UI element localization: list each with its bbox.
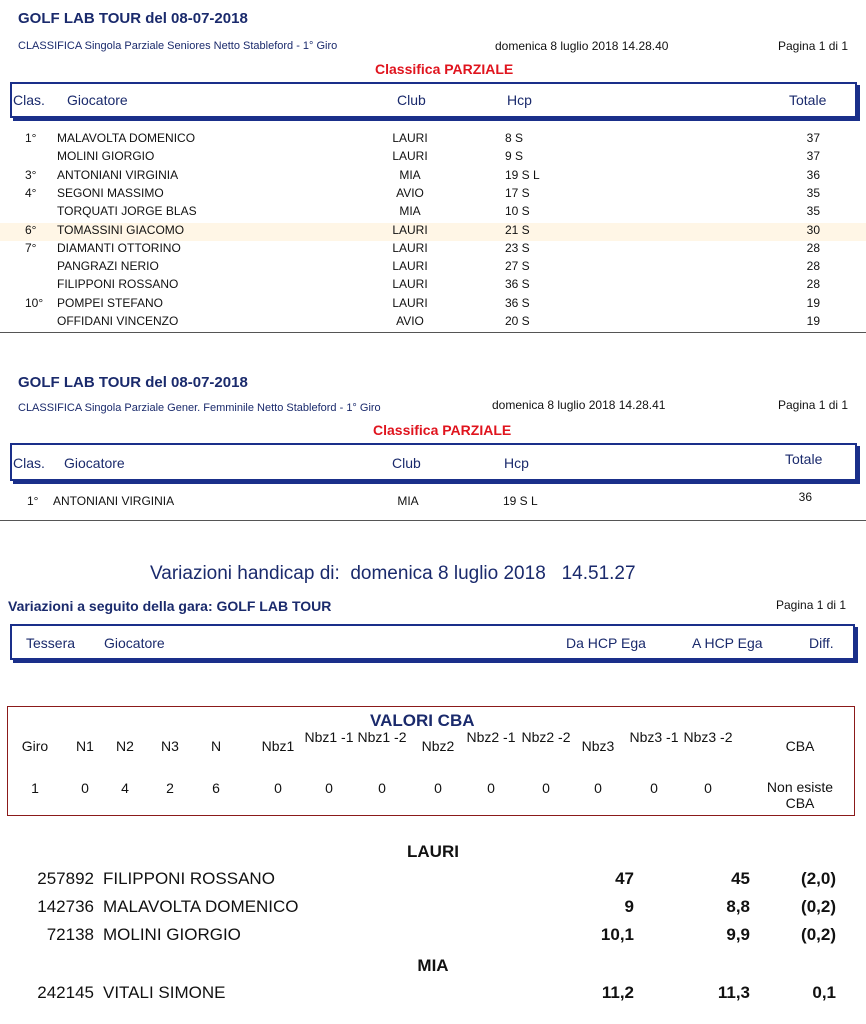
row-total: 30 xyxy=(806,222,820,237)
cba-header: N1 xyxy=(76,738,94,754)
table-row xyxy=(0,296,866,314)
hcp-diff: 0,1 xyxy=(812,983,836,1002)
cba-value: 6 xyxy=(212,780,220,796)
row-total: 35 xyxy=(806,204,820,219)
cba-value: 0 xyxy=(487,780,495,796)
row-hcp: 27 S xyxy=(505,259,530,274)
cba-value: 0 xyxy=(274,780,282,796)
cba-header: Giro xyxy=(21,738,49,754)
row-position: 1° xyxy=(27,494,39,508)
player-name: VITALI SIMONE xyxy=(103,983,226,1002)
table-row xyxy=(0,204,866,222)
row-position: 6° xyxy=(25,222,37,237)
row-hcp: 10 S xyxy=(505,204,530,219)
cba-header: Nbz1 xyxy=(261,738,295,754)
header-diff: Diff. xyxy=(809,635,834,651)
variations-header-box xyxy=(10,624,855,660)
table-row xyxy=(0,149,866,167)
cba-header: N xyxy=(210,738,222,754)
row-player: ANTONIANI VIRGINIA xyxy=(57,167,179,182)
row-position: 4° xyxy=(25,185,37,200)
table-row xyxy=(0,277,866,295)
table-row xyxy=(0,186,866,204)
hcp-diff: (0,2) xyxy=(801,897,836,916)
cba-value: 1 xyxy=(31,780,39,796)
to-hcp: 11,3 xyxy=(717,983,750,1002)
row-player: SEGONI MASSIMO xyxy=(57,185,164,200)
to-hcp: 45 xyxy=(731,869,750,888)
row-position: 10° xyxy=(25,295,44,310)
row-player: POMPEI STEFANO xyxy=(57,295,164,310)
row-club: MIA xyxy=(399,167,421,182)
row-total: 19 xyxy=(806,295,820,310)
list-item xyxy=(0,925,866,949)
variations-heading-date: domenica 8 luglio 2018 xyxy=(350,563,546,584)
to-hcp: 9,9 xyxy=(726,925,750,944)
row-club: AVIO xyxy=(396,314,424,328)
player-name: FILIPPONI ROSSANO xyxy=(103,869,275,888)
row-hcp: 9 S xyxy=(505,149,524,164)
from-hcp: 9 xyxy=(624,897,634,916)
row-player: MOLINI GIORGIO xyxy=(57,149,155,164)
row-hcp: 8 S xyxy=(505,131,524,145)
row-player: TOMASSINI GIACOMO xyxy=(57,222,185,237)
row-total: 36 xyxy=(798,490,812,504)
cba-value: 0 xyxy=(378,780,386,796)
club-name: LAURI xyxy=(407,842,459,861)
row-total: 28 xyxy=(806,277,820,292)
header-to-hcp: A HCP Ega xyxy=(692,635,763,651)
club-name: MIA xyxy=(417,956,449,975)
cba-value: 4 xyxy=(121,780,129,796)
row-club: LAURI xyxy=(392,222,428,237)
row-total: 35 xyxy=(806,185,820,200)
row-total: 37 xyxy=(806,131,820,145)
header-hcp: Hcp xyxy=(504,455,529,471)
list-item xyxy=(0,983,866,1007)
header-total: Totale xyxy=(785,451,823,467)
report2-subtitle: CLASSIFICA Singola Parziale Gener. Femminile Netto Stableford - 1° Giro xyxy=(18,402,381,414)
cba-value: 0 xyxy=(542,780,550,796)
header-player: Giocatore xyxy=(67,92,128,108)
to-hcp: 8,8 xyxy=(726,897,750,916)
player-name: MALAVOLTA DOMENICO xyxy=(103,897,299,916)
report2-title: GOLF LAB TOUR del 08-07-2018 xyxy=(18,374,248,391)
header-player: Giocatore xyxy=(104,635,165,651)
header-club: Club xyxy=(392,455,421,471)
row-player: TORQUATI JORGE BLAS xyxy=(57,204,197,219)
cba-header: Nbz1 -1 xyxy=(304,729,354,745)
header-club: Club xyxy=(397,92,426,108)
row-hcp: 20 S xyxy=(505,314,530,328)
cba-value: 0 xyxy=(594,780,602,796)
row-total: 36 xyxy=(806,167,820,182)
table-row xyxy=(0,490,866,512)
list-item xyxy=(0,897,866,921)
table-row xyxy=(0,168,866,186)
cba-value: 2 xyxy=(166,780,174,796)
row-club: AVIO xyxy=(396,185,424,200)
cba-value: 0 xyxy=(81,780,89,796)
table-row xyxy=(0,314,866,332)
variations-heading-time: 14.51.27 xyxy=(561,563,636,584)
cba-box xyxy=(7,706,855,816)
row-hcp: 36 S xyxy=(505,295,530,310)
row-player: OFFIDANI VINCENZO xyxy=(57,314,179,328)
header-from-hcp: Da HCP Ega xyxy=(566,635,646,651)
row-club: LAURI xyxy=(392,295,428,310)
header-clas: Clas. xyxy=(13,92,45,108)
row-hcp: 19 S L xyxy=(503,494,538,508)
cba-value: 0 xyxy=(650,780,658,796)
variations-page: Pagina 1 di 1 xyxy=(776,598,847,612)
report1-header-box xyxy=(10,82,857,118)
header-hcp: Hcp xyxy=(507,92,532,108)
row-position: 3° xyxy=(25,167,37,182)
cba-value: 0 xyxy=(325,780,333,796)
list-item xyxy=(0,869,866,893)
report1-title: GOLF LAB TOUR del 08-07-2018 xyxy=(18,10,248,27)
report1-subtitle: CLASSIFICA Singola Parziale Seniores Netto Stableford - 1° Giro xyxy=(18,40,338,52)
table-row xyxy=(0,131,866,149)
player-card: 142736 xyxy=(37,897,94,916)
row-club: LAURI xyxy=(392,131,428,145)
cba-header: Nbz1 -2 xyxy=(357,729,407,745)
cba-header: CBA xyxy=(785,738,815,754)
row-position: 7° xyxy=(25,240,37,255)
hcp-diff: (2,0) xyxy=(801,869,836,888)
cba-value: 0 xyxy=(434,780,442,796)
row-player: PANGRAZI NERIO xyxy=(57,259,159,274)
cba-value: 0 xyxy=(704,780,712,796)
from-hcp: 11,2 xyxy=(601,983,634,1002)
variations-subheading: Variazioni a seguito della gara: GOLF LAB TOUR xyxy=(8,598,332,614)
cba-value: Non esiste CBA xyxy=(766,779,834,811)
header-total: Totale xyxy=(789,92,827,108)
report2-datetime: domenica 8 luglio 2018 14.28.41 xyxy=(492,398,666,412)
row-hcp: 17 S xyxy=(505,185,530,200)
row-club: MIA xyxy=(397,494,419,508)
row-hcp: 23 S xyxy=(505,240,530,255)
row-club: LAURI xyxy=(392,277,428,292)
report2-banner: Classifica PARZIALE xyxy=(373,422,512,438)
row-position: 1° xyxy=(25,131,37,145)
row-total: 28 xyxy=(806,259,820,274)
row-hcp: 36 S xyxy=(505,277,530,292)
cba-title: VALORI CBA xyxy=(370,711,475,730)
cba-header: Nbz3 -1 xyxy=(629,729,679,745)
row-hcp: 19 S L xyxy=(505,167,540,182)
divider xyxy=(0,332,866,333)
table-row xyxy=(0,223,866,241)
report2-header-box xyxy=(10,443,857,481)
variations-heading-prefix: Variazioni handicap di: xyxy=(150,563,340,584)
report2-page: Pagina 1 di 1 xyxy=(778,398,849,412)
row-club: LAURI xyxy=(392,240,428,255)
row-player: MALAVOLTA DOMENICO xyxy=(57,131,196,145)
cba-header: N2 xyxy=(116,738,134,754)
cba-header: Nbz2 xyxy=(421,738,455,754)
table-row xyxy=(0,241,866,259)
player-card: 242145 xyxy=(37,983,94,1002)
row-club: MIA xyxy=(399,204,421,219)
report1-banner: Classifica PARZIALE xyxy=(375,61,514,77)
header-card: Tessera xyxy=(26,635,76,651)
report1-page: Pagina 1 di 1 xyxy=(778,39,849,53)
variations-heading xyxy=(150,563,636,585)
player-card: 257892 xyxy=(37,869,94,888)
player-name: MOLINI GIORGIO xyxy=(103,925,241,944)
cba-header: Nbz3 xyxy=(581,738,615,754)
player-card: 72138 xyxy=(46,925,94,944)
row-player: ANTONIANI VIRGINIA xyxy=(53,494,175,508)
row-total: 28 xyxy=(806,240,820,255)
report1-datetime: domenica 8 luglio 2018 14.28.40 xyxy=(495,39,669,53)
header-player: Giocatore xyxy=(64,455,125,471)
row-hcp: 21 S xyxy=(505,222,530,237)
row-player: FILIPPONI ROSSANO xyxy=(57,277,179,292)
table-row xyxy=(0,259,866,277)
header-clas: Clas. xyxy=(13,455,45,471)
divider xyxy=(0,520,866,521)
row-total: 37 xyxy=(806,149,820,164)
cba-header: Nbz2 -2 xyxy=(521,729,571,745)
cba-header: Nbz3 -2 xyxy=(683,729,733,745)
row-club: LAURI xyxy=(392,259,428,274)
cba-header: Nbz2 -1 xyxy=(466,729,516,745)
row-player: DIAMANTI OTTORINO xyxy=(57,240,181,255)
from-hcp: 47 xyxy=(615,869,634,888)
row-total: 19 xyxy=(806,314,820,328)
cba-header: N3 xyxy=(161,738,179,754)
row-club: LAURI xyxy=(392,149,428,164)
hcp-diff: (0,2) xyxy=(801,925,836,944)
from-hcp: 10,1 xyxy=(600,925,634,944)
